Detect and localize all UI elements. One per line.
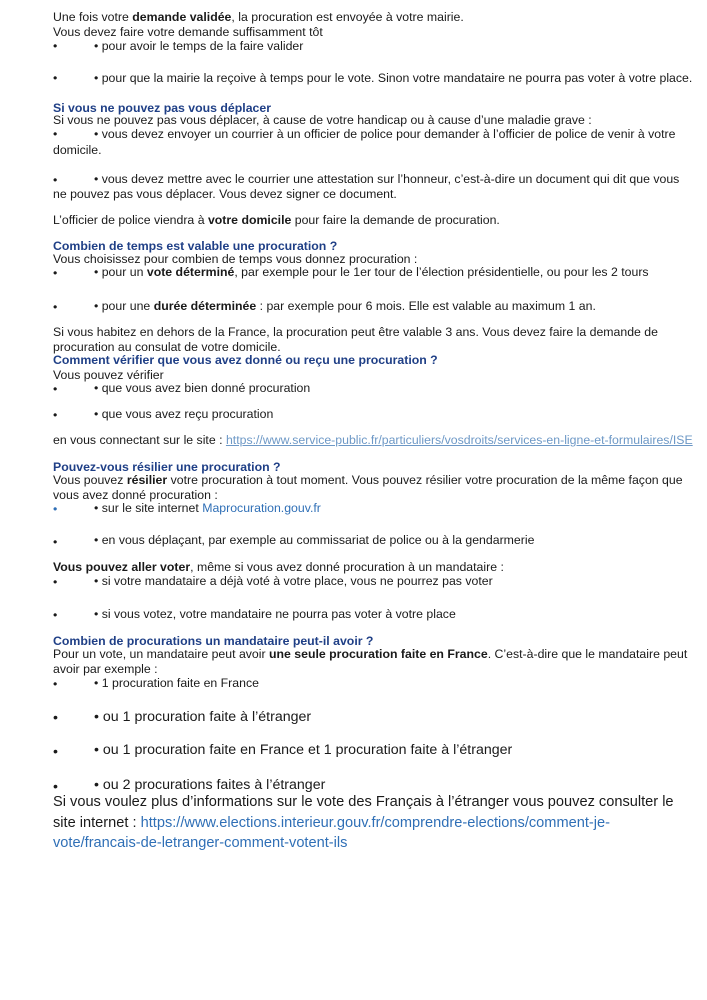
list-item: • pour un vote déterminé, par exemple pour le 1er tour de l’élection présidentielle, ou pour les 2 tours (94, 265, 649, 279)
bullet-marker: • (53, 608, 58, 622)
elections-link-continuation[interactable]: vote/francais-de-letranger-comment-votent-ils (53, 835, 348, 851)
list-item: • vous devez mettre avec le courrier une attestation sur l’honneur, c’est-à-dire un document qui dit que vous (94, 172, 680, 186)
bullet-marker: • (53, 535, 58, 549)
paragraph: Vous pouvez aller voter, même si vous avez donné procuration à un mandataire : (53, 560, 504, 574)
bullet-marker: • (53, 39, 58, 53)
list-item: • que vous avez bien donné procuration (94, 381, 311, 395)
bullet-marker: • (53, 677, 58, 691)
bullet-marker: • (53, 502, 58, 516)
paragraph: Vous pouvez résilier votre procuration à tout moment. Vous pouvez résilier votre procuration de la même façon que (53, 473, 683, 487)
list-item: • que vous avez reçu procuration (94, 407, 274, 421)
paragraph: L’officier de police viendra à votre domicile pour faire la demande de procuration. (53, 213, 500, 227)
paragraph: avoir par exemple : (53, 662, 158, 676)
list-item-continuation: domicile. (53, 143, 102, 157)
bullet-marker: • (53, 127, 58, 141)
section-heading: Combien de temps est valable une procuration ? (53, 239, 338, 253)
paragraph: Vous pouvez vérifier (53, 368, 164, 382)
paragraph-validated: Une fois votre demande validée, la procuration est envoyée à votre mairie. (53, 10, 464, 24)
section-heading: Combien de procurations un mandataire peut-il avoir ? (53, 634, 374, 648)
bullet-marker: • (53, 779, 58, 795)
maprocuration-link[interactable]: Maprocuration.gouv.fr (202, 501, 321, 515)
paragraph: en vous connectant sur le site : https://www.service-public.fr/particuliers/vosdroits/services-en-ligne-et-formulaires/ISE (53, 433, 693, 447)
paragraph: Si vous voulez plus d’informations sur le vote des Français à l’étranger vous pouvez consulter le (53, 794, 674, 810)
paragraph: vous avez donné procuration : (53, 488, 218, 502)
bullet-marker: • (53, 382, 58, 396)
paragraph: Si vous habitez en dehors de la France, la procuration peut être valable 3 ans. Vous devez faire la demande de (53, 325, 658, 339)
list-item: • pour que la mairie la reçoive à temps pour le vote. Sinon votre mandataire ne pourra pas voter à votre place. (94, 71, 693, 85)
bullet-marker: • (53, 744, 58, 760)
bullet-marker: • (53, 408, 58, 422)
bullet-marker: • (53, 266, 58, 280)
list-item: • ou 2 procurations faites à l’étranger (94, 777, 326, 793)
list-item: • pour une durée déterminée : par exemple pour 6 mois. Elle est valable au maximum 1 an. (94, 299, 596, 313)
paragraph-early: Vous devez faire votre demande suffisamment tôt (53, 25, 323, 39)
list-item: • si votre mandataire a déjà voté à votre place, vous ne pourrez pas voter (94, 574, 493, 588)
bullet-marker: • (53, 300, 58, 314)
list-item: • ou 1 procuration faite en France et 1 procuration faite à l’étranger (94, 742, 513, 758)
bullet-marker: • (53, 71, 58, 85)
paragraph: Vous choisissez pour combien de temps vous donnez procuration : (53, 252, 418, 266)
list-item: • sur le site internet Maprocuration.gouv.fr (94, 501, 321, 515)
bullet-marker: • (53, 710, 58, 726)
section-heading: Comment vérifier que vous avez donné ou reçu une procuration ? (53, 353, 438, 367)
list-item: • pour avoir le temps de la faire valider (94, 39, 304, 53)
list-item: • si vous votez, votre mandataire ne pourra pas voter à votre place (94, 607, 456, 621)
section-heading: Pouvez-vous résilier une procuration ? (53, 460, 281, 474)
list-item: • en vous déplaçant, par exemple au commissariat de police ou à la gendarmerie (94, 533, 535, 547)
list-item: • 1 procuration faite en France (94, 676, 259, 690)
bullet-marker: • (53, 575, 58, 589)
paragraph: Pour un vote, un mandataire peut avoir une seule procuration faite en France. C’est-à-dire que le mandataire peut (53, 647, 688, 661)
elections-link[interactable]: https://www.elections.interieur.gouv.fr/comprendre-elections/comment-je- (140, 815, 610, 831)
paragraph: Si vous ne pouvez pas vous déplacer, à cause de votre handicap ou à cause d’une maladie grave : (53, 113, 592, 127)
paragraph: site internet : https://www.elections.interieur.gouv.fr/comprendre-elections/comment-je- (53, 815, 610, 831)
list-item-continuation: ne pouvez pas vous déplacer. Vous devez signer ce document. (53, 187, 397, 201)
section-heading: Si vous ne pouvez pas vous déplacer (53, 101, 271, 115)
bullet-marker: • (53, 173, 58, 187)
service-public-link[interactable]: https://www.service-public.fr/particuliers/vosdroits/services-en-ligne-et-formulaires/ISE (225, 433, 693, 447)
list-item: • vous devez envoyer un courrier à un officier de police pour demander à l’officier de police de venir à votre (94, 127, 676, 141)
paragraph: procuration au consulat de votre domicile. (53, 340, 281, 354)
list-item: • ou 1 procuration faite à l’étranger (94, 709, 312, 725)
